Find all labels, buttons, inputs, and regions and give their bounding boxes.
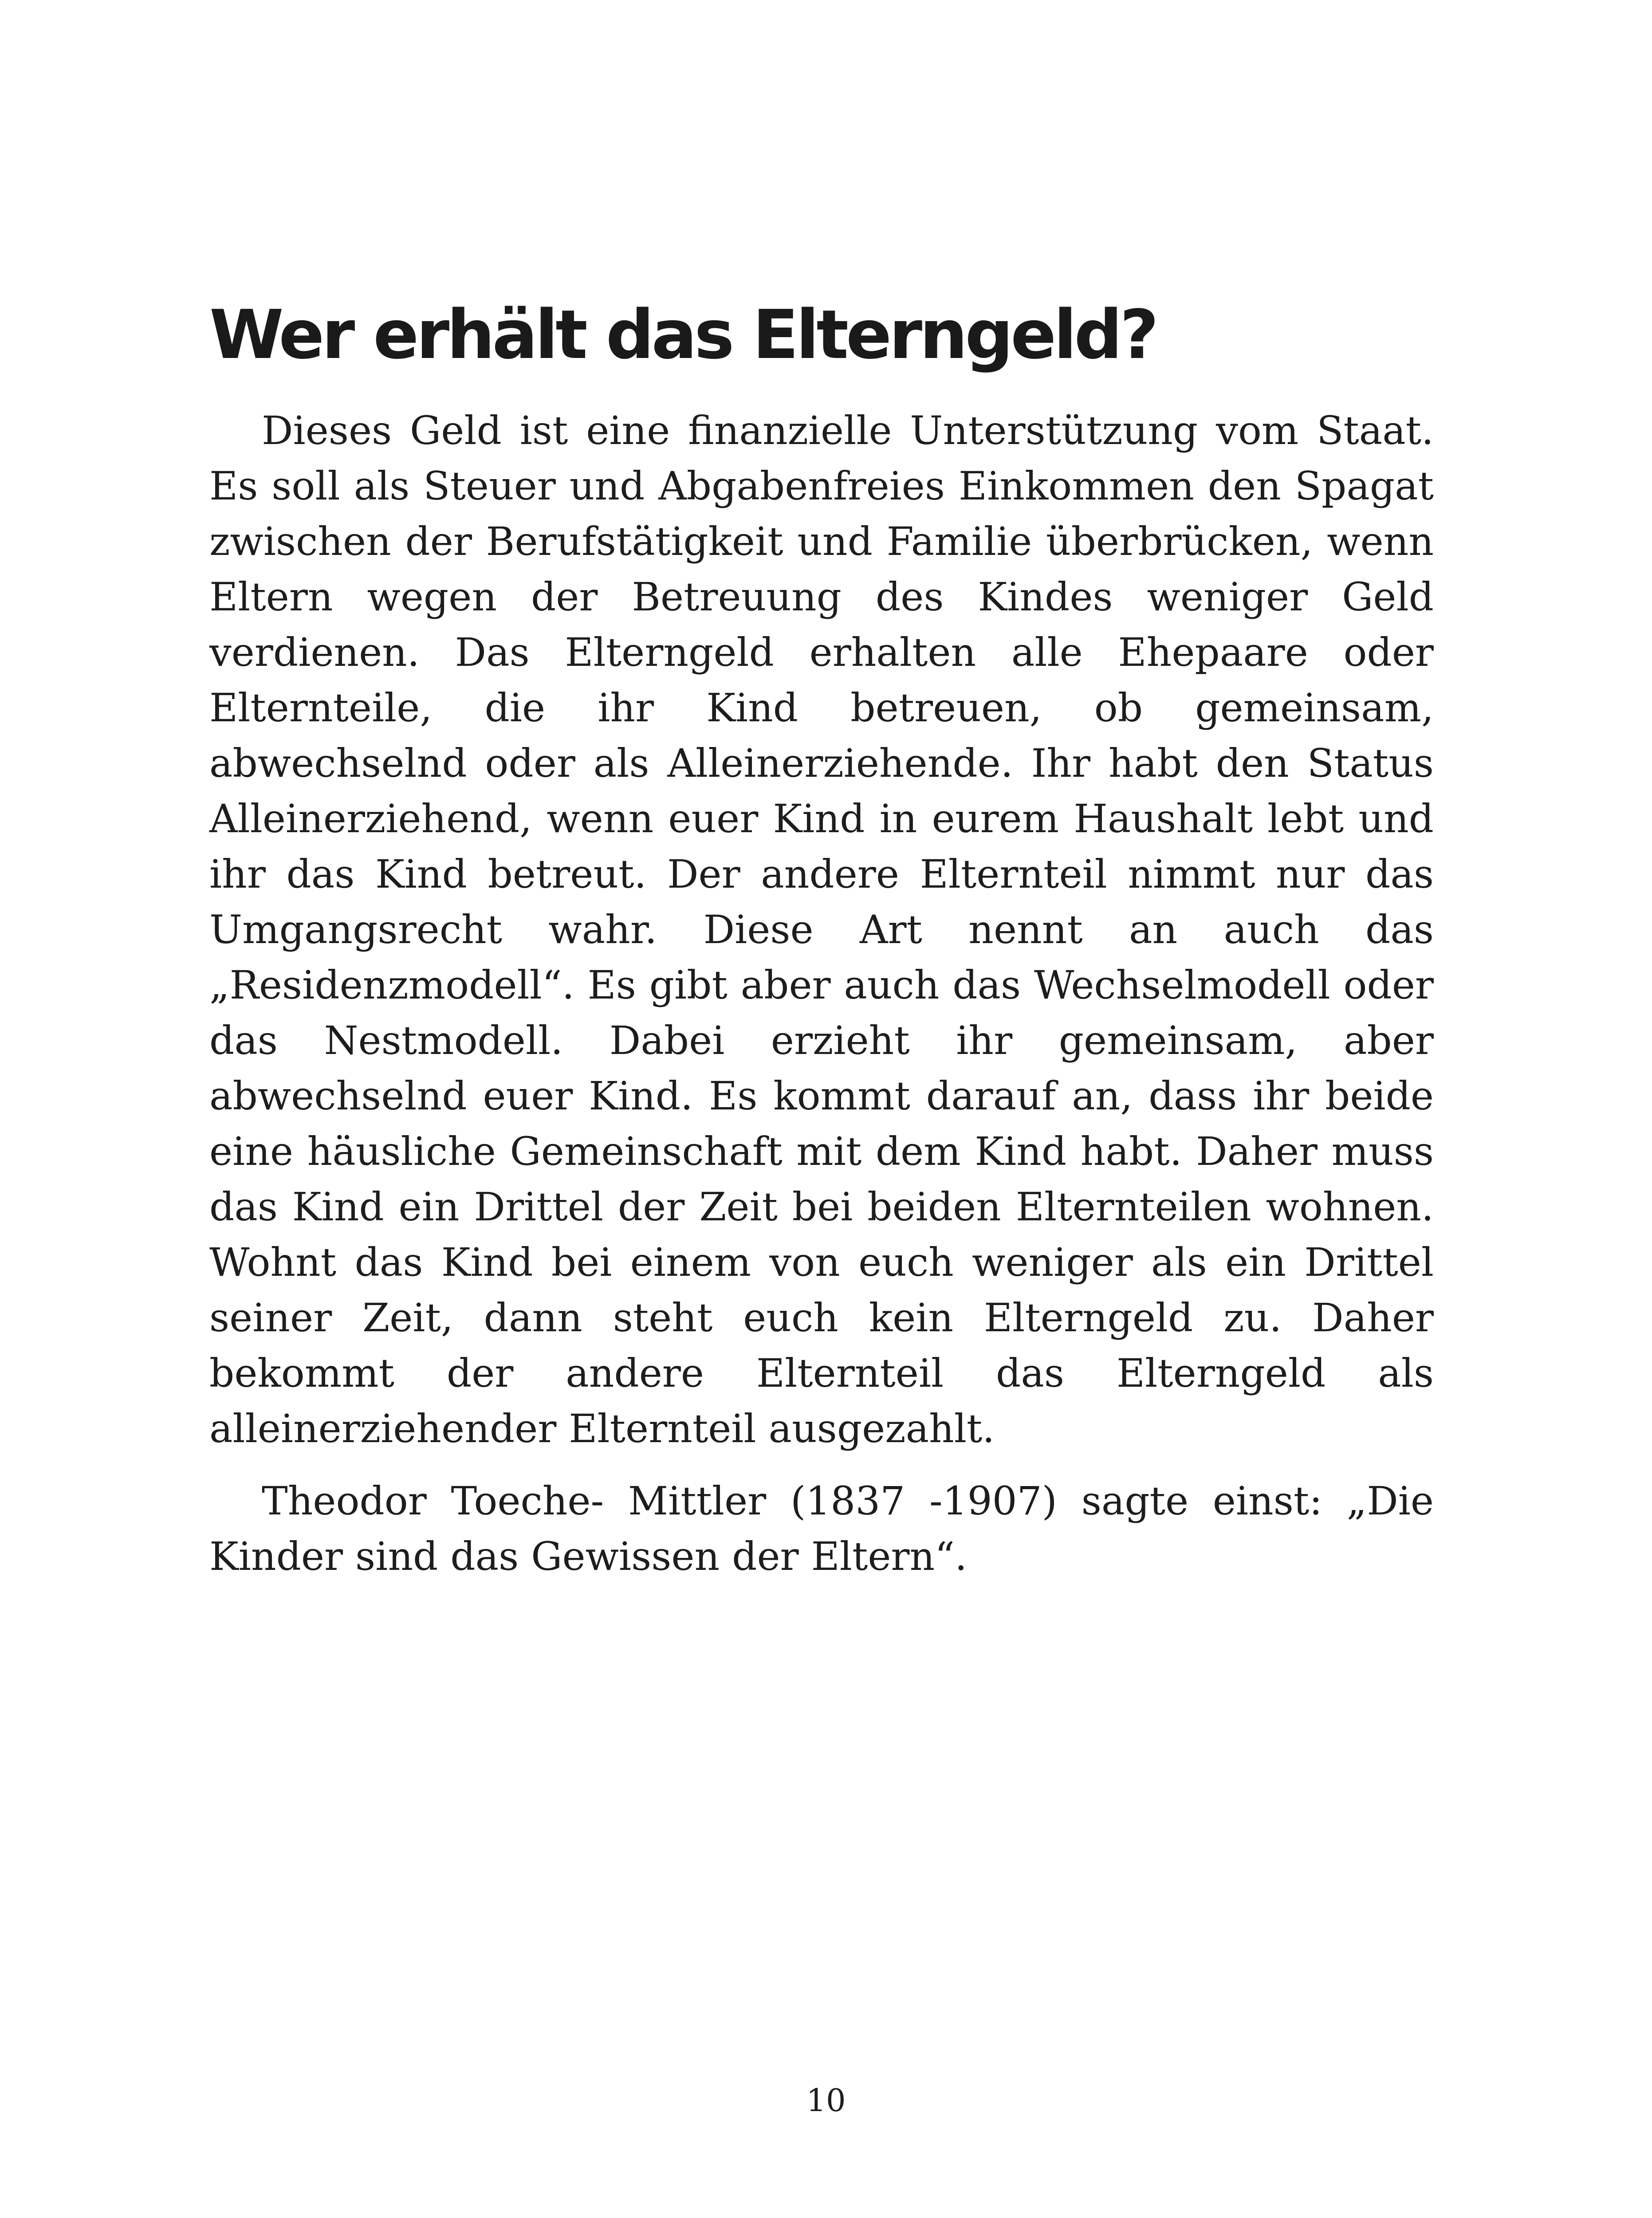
- page-number: 10: [806, 2082, 846, 2119]
- page-content: [209, 293, 1434, 1584]
- quote-paragraph: Theodor Toeche- Mittler (1837 -1907) sagte einst: „Die Kinder sind das Gewissen der Eltern“.: [209, 1478, 1434, 1579]
- page-heading: Wer erhält das Elterngeld?: [209, 295, 1156, 374]
- body-paragraph: Dieses Geld ist eine finanzielle Unterstützung vom Staat. Es soll als Steuer und Abgabenfreies Einkommen den Spagat zwischen der Berufstätigkeit und Familie überbrücken, wenn Eltern wegen der Betreuung des Kindes weniger Geld verdienen. Das Elterngeld erhalten alle Ehepaare oder Elternteile, die ihr Kind betreuen, ob gemeinsam, abwechselnd oder als Alleinerziehende. Ihr habt den Status Alleinerziehend, wenn euer Kind in eurem Haushalt lebt und ihr das Kind betreut. Der andere Elternteil nimmt nur das Umgangsrecht wahr. Diese Art nennt an auch das „Residenzmodell“. Es gibt aber auch das Wechselmodell oder das Nestmodell. Dabei erzieht ihr gemeinsam, aber abwechselnd euer Kind. Es kommt darauf an, dass ihr beide eine häusliche Gemeinschaft mit dem Kind habt. Daher muss das Kind ein Drittel der Zeit bei beiden Elternteilen wohnen. Wohnt das Kind bei einem von euch weniger als ein Drittel seiner Zeit, dann steht euch kein Elterngeld zu. Daher bekommt der andere Elternteil das Elterngeld als alleinerziehender Elternteil ausgezahlt.: [209, 408, 1434, 1451]
